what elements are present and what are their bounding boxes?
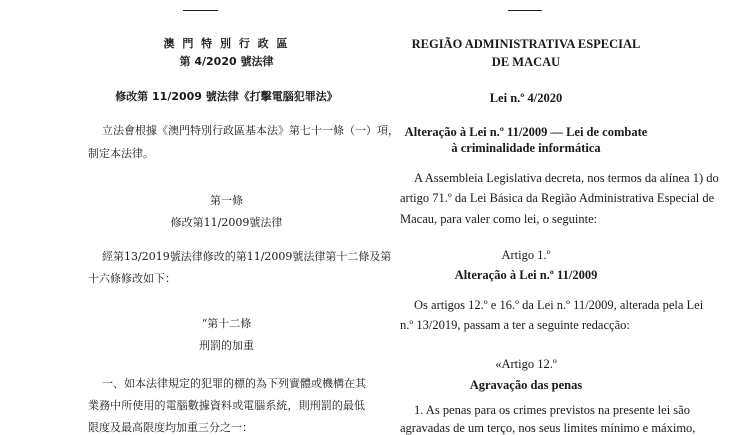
preamble-line: A Assembleia Legislativa decreta, nos termos da alínea 1) do [414, 171, 719, 185]
article-text-line: 十六條修改如下： [88, 272, 176, 285]
preamble-line: artigo 71.º da Lei Básica da Região Administrativa Especial de [400, 191, 715, 205]
article-text-line: 1. As penas para os crimes previstos na presente lei são [414, 403, 690, 417]
article-text-line: 業務中所使用的電腦數據資料或電腦系統，則刑罰的最低 [88, 399, 365, 412]
divider [183, 10, 218, 11]
article-text-line: n.º 13/2019, passam a ter a seguinte redacção: [400, 318, 630, 332]
law-title: 修改第 11/2009 號法律《打擊電腦犯罪法》 [115, 90, 338, 103]
article-text-line: 經第13/2019號法律修改的第11/2009號法律第十二條及第 [102, 250, 392, 263]
law-title: à criminalidade informática [451, 141, 601, 155]
law-number: Lei n.º 4/2020 [489, 91, 563, 105]
preamble-line: 制定本法律。 [88, 147, 154, 160]
article-text-line: 限度及最高限度均加重三分之一： [88, 421, 253, 434]
article-heading: Artigo 1.º [501, 248, 551, 262]
preamble-line: 立法會根據《澳門特別行政區基本法》第七十一條（一）項， [102, 124, 399, 137]
divider [508, 10, 542, 11]
law-number: 第 4/2020 號法律 [179, 55, 274, 68]
article-text-line: 一、如本法律規定的犯罪的標的為下列實體或機構在其 [102, 377, 366, 390]
region-title: REGIÃO ADMINISTRATIVA ESPECIAL [411, 37, 641, 51]
law-title: Alteração à Lei n.º 11/2009 — Lei de combate [404, 125, 648, 139]
article-heading: “第十二條 [201, 317, 252, 330]
preamble-line: Macau, para valer como lei, o seguinte: [400, 212, 598, 226]
article-text-line: Os artigos 12.º e 16.º da Lei n.º 11/2009, alterada pela Lei [414, 298, 704, 312]
article-title: Alteração à Lei n.º 11/2009 [454, 268, 598, 282]
article-heading: «Artigo 12.º [495, 357, 557, 371]
article-title: 刑罰的加重 [199, 339, 254, 352]
region-title: DE MACAU [491, 55, 561, 69]
article-title: Agravação das penas [469, 378, 583, 392]
article-title: 修改第11/2009號法律 [170, 216, 283, 229]
article-text-line: agravadas de um terço, nos seus limites mínimo e máximo, [400, 421, 696, 435]
article-heading: 第一條 [210, 194, 243, 207]
region-title: 澳 門 特 別 行 政 區 [163, 37, 290, 50]
